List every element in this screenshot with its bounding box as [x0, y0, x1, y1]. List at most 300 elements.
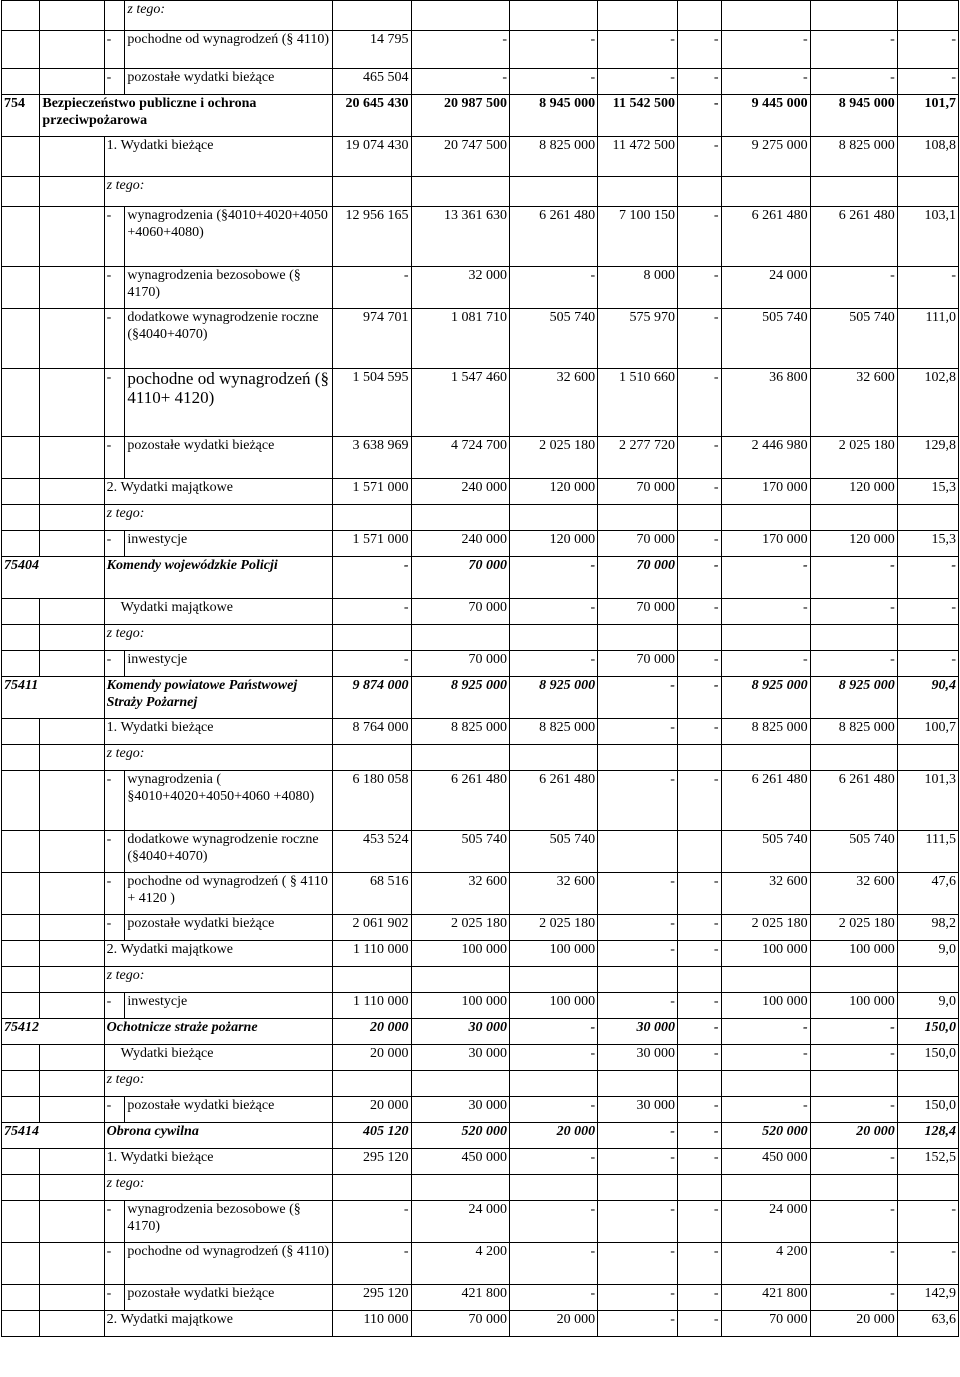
- table-row: [2, 69, 959, 95]
- table-row: [2, 745, 959, 771]
- blank-cell: [332, 177, 411, 207]
- value-cell: -: [598, 941, 678, 967]
- value-cell: -: [677, 479, 721, 505]
- blank-cell: [897, 967, 958, 993]
- value-cell: 20 000: [810, 1123, 897, 1149]
- table-row: [2, 967, 959, 993]
- blank-cell: [411, 1175, 509, 1201]
- value-cell: 240 000: [411, 479, 509, 505]
- table-row: [2, 557, 959, 599]
- blank-cell: [810, 1071, 897, 1097]
- value-cell: 120 000: [510, 531, 598, 557]
- value-cell: -: [897, 1243, 958, 1285]
- value-cell: -: [677, 531, 721, 557]
- value-cell: 295 120: [332, 1285, 411, 1311]
- blank-cell: [40, 479, 104, 505]
- value-cell: 120 000: [810, 479, 897, 505]
- value-cell: -: [677, 599, 721, 625]
- value-cell: -: [677, 719, 721, 745]
- group-number: [107, 599, 121, 616]
- value-cell: -: [677, 915, 721, 941]
- table-row: [2, 1045, 959, 1071]
- value-cell: 128,4: [897, 1123, 958, 1149]
- value-cell: -: [598, 69, 678, 95]
- blank-cell: [598, 625, 678, 651]
- blank-cell: [332, 505, 411, 531]
- value-cell: 20 000: [332, 1097, 411, 1123]
- value-cell: -: [598, 1285, 678, 1311]
- chapter-label: Obrona cywilna: [104, 1123, 332, 1149]
- group-number: 2.: [106, 1312, 118, 1327]
- group-label-wrap: [107, 137, 330, 154]
- blank-cell: [40, 309, 104, 369]
- value-cell: 9,0: [897, 993, 958, 1019]
- value-cell: -: [677, 1019, 721, 1045]
- value-cell: -: [510, 557, 598, 599]
- group-number: [107, 1045, 121, 1062]
- value-cell: -: [721, 1019, 810, 1045]
- value-cell: -: [677, 557, 721, 599]
- blank-cell: [2, 31, 40, 69]
- value-cell: 7 100 150: [598, 207, 678, 267]
- z-tego-label: z tego:: [125, 1, 332, 31]
- table-row: [2, 479, 959, 505]
- value-cell: 20 000: [332, 1045, 411, 1071]
- blank-cell: [510, 625, 598, 651]
- value-cell: 36 800: [721, 369, 810, 437]
- value-cell: -: [897, 1201, 958, 1243]
- value-cell: [598, 831, 678, 873]
- blank-cell: [332, 625, 411, 651]
- group-label-wrap: [107, 941, 330, 958]
- group-label-wrap: [107, 1045, 330, 1062]
- value-cell: -: [897, 69, 958, 95]
- item-dash: -: [104, 531, 125, 557]
- blank-cell: [897, 1175, 958, 1201]
- blank-cell: [40, 915, 104, 941]
- blank-cell: [332, 1, 411, 31]
- blank-cell: [897, 505, 958, 531]
- value-cell: 70 000: [411, 557, 509, 599]
- table-row: [2, 309, 959, 369]
- blank-cell: [411, 505, 509, 531]
- item-dash: -: [104, 651, 125, 677]
- blank-cell: [411, 745, 509, 771]
- value-cell: -: [510, 1149, 598, 1175]
- value-cell: 450 000: [721, 1149, 810, 1175]
- item-dash: -: [104, 831, 125, 873]
- table-row: [2, 1311, 959, 1337]
- item-label: dodatkowe wynagrodzenie roczne (§4040+4070): [125, 831, 332, 873]
- blank-cell: [510, 177, 598, 207]
- item-label: dodatkowe wynagrodzenie roczne (§4040+4070): [125, 309, 332, 369]
- blank-cell: [810, 625, 897, 651]
- blank-cell: [677, 625, 721, 651]
- value-cell: 24 000: [721, 267, 810, 309]
- value-cell: 8 925 000: [721, 677, 810, 719]
- table-row: [2, 1071, 959, 1097]
- value-cell: -: [721, 69, 810, 95]
- value-cell: -: [810, 1201, 897, 1243]
- table-row: [2, 873, 959, 915]
- item-dash: -: [104, 1285, 125, 1311]
- value-cell: -: [332, 557, 411, 599]
- blank-cell: [2, 1149, 40, 1175]
- value-cell: 6 261 480: [721, 771, 810, 831]
- group-label: [104, 1311, 332, 1337]
- value-cell: 1 504 595: [332, 369, 411, 437]
- item-label: pochodne od wynagrodzeń (§ 4110+ 4120): [125, 369, 332, 437]
- item-dash: -: [104, 915, 125, 941]
- value-cell: 110 000: [332, 1311, 411, 1337]
- blank-cell: [40, 993, 104, 1019]
- value-cell: -: [598, 677, 678, 719]
- value-cell: -: [677, 1123, 721, 1149]
- blank-cell: [2, 1311, 40, 1337]
- item-dash: -: [104, 771, 125, 831]
- value-cell: 20 000: [810, 1311, 897, 1337]
- blank-cell: [2, 771, 40, 831]
- group-label: [104, 137, 332, 177]
- value-cell: 70 000: [598, 651, 678, 677]
- section-code: 754: [2, 95, 40, 137]
- value-cell: 32 600: [810, 369, 897, 437]
- item-label: wynagrodzenia (§4010+4020+4050 +4060+4080): [125, 207, 332, 267]
- table-row: [2, 95, 959, 137]
- blank-cell: [721, 625, 810, 651]
- blank-cell: [2, 625, 40, 651]
- value-cell: 520 000: [721, 1123, 810, 1149]
- item-dash: -: [104, 369, 125, 437]
- blank-cell: [721, 1175, 810, 1201]
- value-cell: -: [510, 651, 598, 677]
- value-cell: 70 000: [411, 651, 509, 677]
- blank-cell: [677, 745, 721, 771]
- blank-cell: [810, 1, 897, 31]
- blank-cell: [810, 745, 897, 771]
- group-text: Wydatki bieżące: [120, 1150, 214, 1165]
- blank-cell: [40, 1045, 104, 1071]
- blank-cell: [721, 967, 810, 993]
- value-cell: 20 000: [510, 1311, 598, 1337]
- value-cell: 90,4: [897, 677, 958, 719]
- blank-cell: [2, 1097, 40, 1123]
- value-cell: 4 200: [411, 1243, 509, 1285]
- item-label: inwestycje: [125, 531, 332, 557]
- value-cell: 100 000: [721, 941, 810, 967]
- table-row: [2, 267, 959, 309]
- value-cell: -: [510, 599, 598, 625]
- value-cell: -: [897, 651, 958, 677]
- value-cell: 2 025 180: [810, 437, 897, 479]
- blank-cell: [810, 1175, 897, 1201]
- value-cell: 24 000: [721, 1201, 810, 1243]
- chapter-code: 75412: [2, 1019, 105, 1045]
- value-cell: 8 000: [598, 267, 678, 309]
- value-cell: -: [598, 719, 678, 745]
- value-cell: -: [810, 1097, 897, 1123]
- blank-cell: [40, 719, 104, 745]
- value-cell: -: [332, 651, 411, 677]
- value-cell: 1 110 000: [332, 993, 411, 1019]
- blank-cell: [40, 1175, 104, 1201]
- blank-cell: [2, 531, 40, 557]
- item-label: pozostałe wydatki bieżące: [125, 69, 332, 95]
- value-cell: -: [721, 1097, 810, 1123]
- blank-cell: [510, 1175, 598, 1201]
- table-row: [2, 771, 959, 831]
- table-row: [2, 369, 959, 437]
- value-cell: 2 025 180: [411, 915, 509, 941]
- blank-cell: [40, 177, 104, 207]
- item-label: pozostałe wydatki bieżące: [125, 1097, 332, 1123]
- blank-cell: [2, 505, 40, 531]
- blank-cell: [721, 177, 810, 207]
- value-cell: 111,0: [897, 309, 958, 369]
- value-cell: 32 600: [510, 873, 598, 915]
- blank-cell: [332, 745, 411, 771]
- value-cell: 108,8: [897, 137, 958, 177]
- table-row: [2, 177, 959, 207]
- value-cell: 295 120: [332, 1149, 411, 1175]
- z-tego-label: z tego:: [104, 625, 332, 651]
- value-cell: 30 000: [411, 1097, 509, 1123]
- group-label: [104, 479, 332, 505]
- chapter-code: 75404: [2, 557, 105, 599]
- blank-cell: [721, 745, 810, 771]
- value-cell: 152,5: [897, 1149, 958, 1175]
- value-cell: 8 925 000: [411, 677, 509, 719]
- value-cell: 150,0: [897, 1019, 958, 1045]
- blank-cell: [40, 873, 104, 915]
- value-cell: 8 825 000: [510, 719, 598, 745]
- value-cell: 1 571 000: [332, 531, 411, 557]
- value-cell: 505 740: [510, 309, 598, 369]
- value-cell: 11 542 500: [598, 95, 678, 137]
- blank-cell: [2, 1071, 40, 1097]
- value-cell: -: [510, 1243, 598, 1285]
- z-tego-label: z tego:: [104, 505, 332, 531]
- value-cell: -: [677, 1149, 721, 1175]
- value-cell: -: [810, 1243, 897, 1285]
- value-cell: 6 261 480: [510, 207, 598, 267]
- chapter-label: Ochotnicze straże pożarne: [104, 1019, 332, 1045]
- table-row: [2, 1097, 959, 1123]
- table-row: [2, 915, 959, 941]
- value-cell: -: [677, 1201, 721, 1243]
- group-label-wrap: [107, 479, 330, 496]
- value-cell: -: [677, 1311, 721, 1337]
- blank-cell: [2, 719, 40, 745]
- item-dash: -: [104, 207, 125, 267]
- blank-cell: [40, 531, 104, 557]
- value-cell: 505 740: [810, 831, 897, 873]
- value-cell: -: [897, 599, 958, 625]
- value-cell: 100 000: [411, 941, 509, 967]
- value-cell: -: [810, 1285, 897, 1311]
- value-cell: 32 600: [810, 873, 897, 915]
- value-cell: 101,3: [897, 771, 958, 831]
- budget-table: [1, 0, 959, 1337]
- blank-cell: [332, 967, 411, 993]
- value-cell: -: [510, 1019, 598, 1045]
- value-cell: -: [677, 677, 721, 719]
- value-cell: 170 000: [721, 479, 810, 505]
- item-label: pozostałe wydatki bieżące: [125, 1285, 332, 1311]
- blank-cell: [598, 1071, 678, 1097]
- value-cell: -: [897, 267, 958, 309]
- value-cell: 2 025 180: [510, 915, 598, 941]
- item-label: wynagrodzenia ( §4010+4020+4050+4060 +4080): [125, 771, 332, 831]
- value-cell: [677, 831, 721, 873]
- value-cell: -: [598, 771, 678, 831]
- value-cell: -: [810, 599, 897, 625]
- value-cell: -: [677, 1045, 721, 1071]
- value-cell: 100 000: [810, 941, 897, 967]
- blank-cell: [677, 1071, 721, 1097]
- value-cell: -: [677, 651, 721, 677]
- blank-cell: [2, 1285, 40, 1311]
- blank-cell: [510, 745, 598, 771]
- value-cell: -: [677, 137, 721, 177]
- chapter-code: 75411: [2, 677, 105, 719]
- item-label: pochodne od wynagrodzeń (§ 4110): [125, 1243, 332, 1285]
- blank-cell: [2, 309, 40, 369]
- value-cell: -: [721, 1045, 810, 1071]
- value-cell: -: [598, 31, 678, 69]
- z-tego-label: z tego:: [104, 967, 332, 993]
- section-label: Bezpieczeństwo publiczne i ochrona przeciwpożarowa: [40, 95, 332, 137]
- group-label: [104, 1045, 332, 1071]
- blank-cell: [677, 967, 721, 993]
- group-text: Wydatki majątkowe: [120, 942, 233, 957]
- blank-cell: [2, 745, 40, 771]
- value-cell: 68 516: [332, 873, 411, 915]
- value-cell: 2 025 180: [810, 915, 897, 941]
- value-cell: 47,6: [897, 873, 958, 915]
- value-cell: 70 000: [598, 557, 678, 599]
- value-cell: 19 074 430: [332, 137, 411, 177]
- table-row: [2, 651, 959, 677]
- value-cell: 70 000: [721, 1311, 810, 1337]
- value-cell: 11 472 500: [598, 137, 678, 177]
- item-dash: -: [104, 1243, 125, 1285]
- item-label: pochodne od wynagrodzeń ( § 4110 + 4120 ): [125, 873, 332, 915]
- value-cell: -: [810, 267, 897, 309]
- blank-cell: [2, 1, 40, 31]
- value-cell: 8 764 000: [332, 719, 411, 745]
- blank-cell: [598, 1, 678, 31]
- item-dash: -: [104, 873, 125, 915]
- value-cell: -: [510, 1201, 598, 1243]
- blank-cell: [897, 625, 958, 651]
- value-cell: 6 261 480: [810, 207, 897, 267]
- blank-cell: [598, 177, 678, 207]
- value-cell: 2 025 180: [721, 915, 810, 941]
- value-cell: 32 000: [411, 267, 509, 309]
- blank-cell: [510, 1071, 598, 1097]
- blank-cell: [40, 1071, 104, 1097]
- blank-cell: [104, 1, 125, 31]
- value-cell: 9,0: [897, 941, 958, 967]
- value-cell: 505 740: [510, 831, 598, 873]
- blank-cell: [2, 651, 40, 677]
- z-tego-label: z tego:: [104, 1175, 332, 1201]
- value-cell: 20 747 500: [411, 137, 509, 177]
- table-row: [2, 207, 959, 267]
- value-cell: 1 081 710: [411, 309, 509, 369]
- value-cell: 8 825 000: [411, 719, 509, 745]
- header-row: [2, 1, 959, 31]
- blank-cell: [2, 69, 40, 95]
- blank-cell: [40, 31, 104, 69]
- table-row: [2, 1123, 959, 1149]
- blank-cell: [2, 941, 40, 967]
- value-cell: -: [677, 31, 721, 69]
- table-row: [2, 505, 959, 531]
- table-row: [2, 137, 959, 177]
- table-row: [2, 941, 959, 967]
- value-cell: 100 000: [411, 993, 509, 1019]
- value-cell: -: [721, 31, 810, 69]
- blank-cell: [40, 625, 104, 651]
- value-cell: 421 800: [721, 1285, 810, 1311]
- blank-cell: [40, 651, 104, 677]
- blank-cell: [40, 505, 104, 531]
- table-body: [2, 1, 959, 1337]
- item-label: pochodne od wynagrodzeń (§ 4110): [125, 31, 332, 69]
- value-cell: 974 701: [332, 309, 411, 369]
- table-row: [2, 1243, 959, 1285]
- blank-cell: [40, 771, 104, 831]
- value-cell: 2 061 902: [332, 915, 411, 941]
- value-cell: -: [598, 1311, 678, 1337]
- blank-cell: [2, 915, 40, 941]
- value-cell: 8 825 000: [721, 719, 810, 745]
- group-text: Wydatki bieżące: [120, 1046, 214, 1061]
- table-row: [2, 31, 959, 69]
- value-cell: 520 000: [411, 1123, 509, 1149]
- value-cell: 103,1: [897, 207, 958, 267]
- chapter-code: 75414: [2, 1123, 105, 1149]
- item-dash: -: [104, 309, 125, 369]
- blank-cell: [677, 1175, 721, 1201]
- table-row: [2, 625, 959, 651]
- blank-cell: [721, 505, 810, 531]
- group-label: [104, 599, 332, 625]
- value-cell: -: [677, 993, 721, 1019]
- group-text: Wydatki majątkowe: [120, 1312, 233, 1327]
- value-cell: 20 645 430: [332, 95, 411, 137]
- blank-cell: [2, 207, 40, 267]
- value-cell: -: [598, 993, 678, 1019]
- blank-cell: [40, 437, 104, 479]
- group-number: 2.: [106, 480, 118, 495]
- chapter-label: Komendy wojewódzkie Policji: [104, 557, 332, 599]
- blank-cell: [40, 1149, 104, 1175]
- value-cell: 6 261 480: [810, 771, 897, 831]
- value-cell: 70 000: [598, 479, 678, 505]
- blank-cell: [897, 1071, 958, 1097]
- value-cell: 505 740: [721, 831, 810, 873]
- value-cell: 32 600: [510, 369, 598, 437]
- blank-cell: [810, 967, 897, 993]
- blank-cell: [2, 177, 40, 207]
- value-cell: 453 524: [332, 831, 411, 873]
- group-number: 1.: [106, 138, 118, 153]
- value-cell: 6 261 480: [411, 771, 509, 831]
- value-cell: 30 000: [411, 1019, 509, 1045]
